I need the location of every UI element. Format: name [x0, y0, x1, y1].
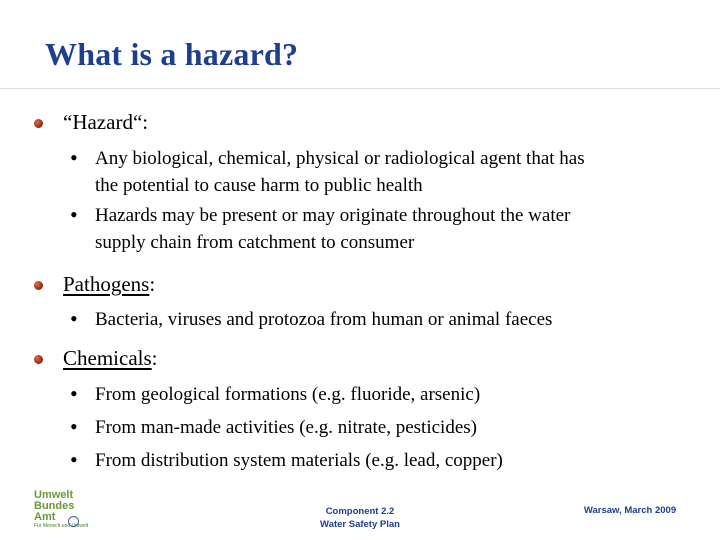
- footer-date: Warsaw, March 2009: [583, 505, 677, 516]
- list-item-text: Hazards may be present or may originate throughout the water supply chain from catchment to consumer: [95, 205, 571, 253]
- list-item-text: Bacteria, viruses and protozoa from human or animal faeces: [95, 309, 553, 330]
- list-item-text: From geological formations (e.g. fluoride, arsenic): [95, 384, 481, 405]
- list-item-text: From man-made activities (e.g. nitrate, pesticides): [95, 417, 477, 438]
- section-bullet-icon: [34, 355, 43, 364]
- logo-tagline: Für Mensch und Umwelt: [34, 523, 89, 529]
- footer-component-line: Component 2.2: [325, 506, 395, 517]
- footer-component-subtitle: Water Safety Plan: [320, 519, 400, 530]
- bullet-dot-icon: •: [70, 381, 78, 406]
- bullet-dot-icon: •: [70, 145, 78, 170]
- section-heading: Chemicals:: [63, 346, 158, 370]
- section-bullet-icon: [34, 281, 43, 290]
- section-heading: “Hazard“:: [63, 110, 149, 134]
- bullet-dot-icon: •: [70, 202, 78, 227]
- section-heading: Pathogens:: [63, 272, 156, 296]
- title-divider: [0, 88, 720, 89]
- slide-title: What is a hazard?: [45, 36, 299, 72]
- bullet-dot-icon: •: [70, 306, 78, 331]
- logo-line: Bundes: [34, 500, 75, 512]
- bullet-dot-icon: •: [70, 414, 78, 439]
- list-item-text: From distribution system materials (e.g. lead, copper): [95, 450, 503, 471]
- section-bullet-icon: [34, 119, 43, 128]
- umweltbundesamt-logo: [34, 490, 94, 536]
- globe-icon: [68, 516, 79, 527]
- logo-line: Amt: [34, 511, 56, 523]
- list-item-text: Any biological, chemical, physical or radiological agent that has the potential to cause harm to public health: [95, 148, 585, 196]
- logo-line: Umwelt: [34, 489, 74, 501]
- bullet-dot-icon: •: [70, 447, 78, 472]
- footer-component: [290, 505, 430, 531]
